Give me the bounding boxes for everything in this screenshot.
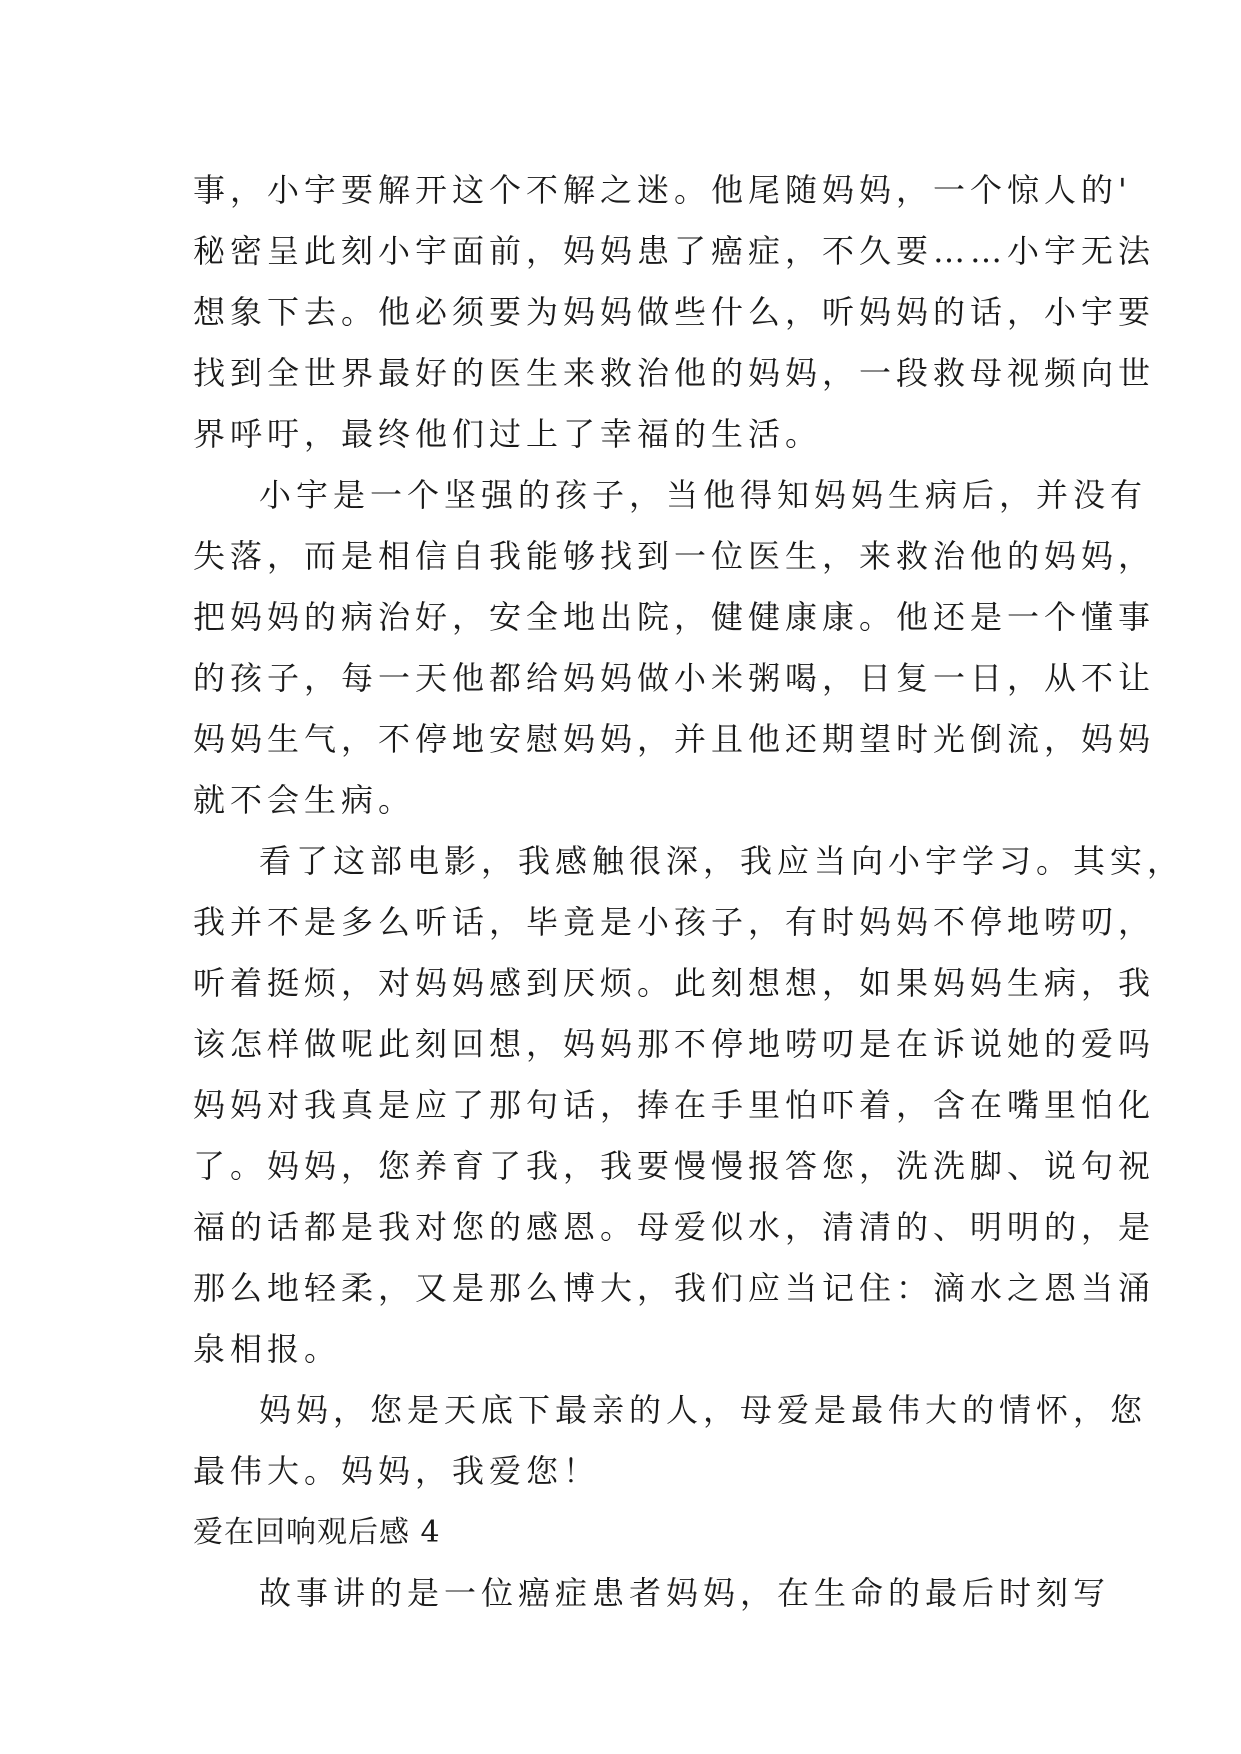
text-line: 失落，而是相信自我能够找到一位医生，来救治他的妈妈，: [193, 537, 1156, 575]
text-line: 就不会生病。: [193, 781, 416, 819]
paragraph-3: [193, 831, 1185, 1380]
text-line: 泉相报。: [193, 1330, 342, 1368]
paragraph-4: [193, 1380, 1148, 1502]
text-line: 妈妈，您是天底下最亲的人，母爱是最伟大的情怀，您: [259, 1391, 1148, 1429]
text-line: 该怎样做呢此刻回想，妈妈那不停地唠叨是在诉说她的爱吗: [193, 1025, 1156, 1063]
text-line: 事，小宇要解开这个不解之迷。他尾随妈妈，一个惊人的': [193, 171, 1132, 209]
text-line: 界呼吁，最终他们过上了幸福的生活。: [193, 415, 823, 453]
text-line: 看了这部电影，我感触很深，我应当向小宇学习。其实，: [259, 842, 1185, 880]
text-line: 妈妈对我真是应了那句话，捧在手里怕吓着，含在嘴里怕化: [193, 1086, 1156, 1124]
text-line: 最伟大。妈妈，我爱您！: [193, 1452, 601, 1490]
text-line: 想象下去。他必须要为妈妈做些什么，听妈妈的话，小宇要: [193, 293, 1156, 331]
paragraph-5: [193, 1563, 1111, 1624]
text-line: 那么地轻柔，又是那么博大，我们应当记住：滴水之恩当涌: [193, 1269, 1156, 1307]
text-line: 了。妈妈，您养育了我，我要慢慢报答您，洗洗脚、说句祝: [193, 1147, 1156, 1185]
text-line: 秘密呈此刻小宇面前，妈妈患了癌症，不久要……小宇无法: [193, 232, 1156, 270]
paragraph-1: [193, 160, 1156, 465]
text-line: 故事讲的是一位癌症患者妈妈，在生命的最后时刻写: [259, 1574, 1111, 1612]
text-line: 妈妈生气，不停地安慰妈妈，并且他还期望时光倒流，妈妈: [193, 720, 1156, 758]
text-line: 听着挺烦，对妈妈感到厌烦。此刻想想，如果妈妈生病，我: [193, 964, 1156, 1002]
section-heading: 爱在回响观后感 4: [193, 1515, 441, 1550]
text-line: 小宇是一个坚强的孩子，当他得知妈妈生病后，并没有: [259, 476, 1148, 514]
text-line: 找到全世界最好的医生来救治他的妈妈，一段救母视频向世: [193, 354, 1156, 392]
text-line: 把妈妈的病治好，安全地出院，健健康康。他还是一个懂事: [193, 598, 1156, 636]
text-line: 我并不是多么听话，毕竟是小孩子，有时妈妈不停地唠叨，: [193, 903, 1156, 941]
document-body: [193, 160, 1185, 1624]
text-line: 的孩子，每一天他都给妈妈做小米粥喝，日复一日，从不让: [193, 659, 1156, 697]
paragraph-2: [193, 465, 1156, 831]
text-line: 福的话都是我对您的感恩。母爱似水，清清的、明明的，是: [193, 1208, 1156, 1246]
